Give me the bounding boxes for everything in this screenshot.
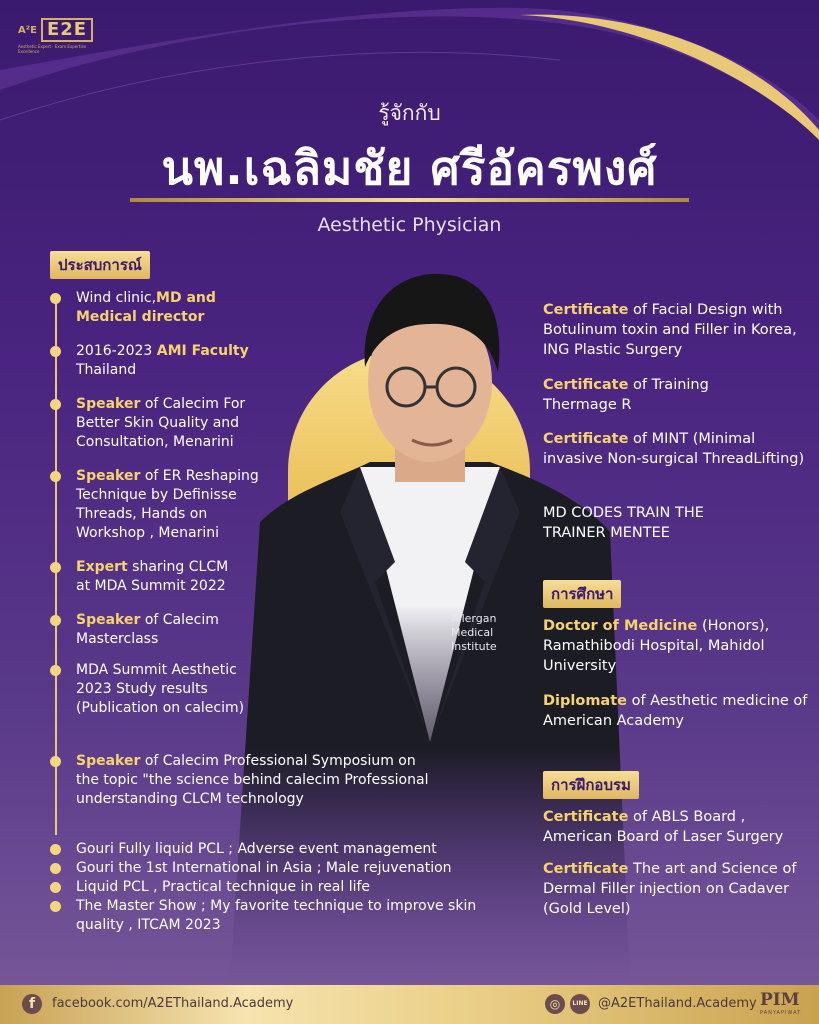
experience-item: Speaker of ER Reshaping Technique by Definisse Threads, Hands on Workshop , Menarini xyxy=(50,467,530,543)
line-icon[interactable]: LINE xyxy=(570,994,590,1014)
bullet-dot xyxy=(50,615,61,626)
bullet-dot xyxy=(50,844,61,855)
logo-prefix: A²E xyxy=(18,24,37,36)
training-item: Certificate of ABLS Board , American Board of Laser Surgery xyxy=(543,809,784,845)
bullet-dot xyxy=(50,346,61,357)
experience-item: Speaker of Calecim Professional Symposium on the topic "the science behind calecim Professional understanding CLCM technology xyxy=(50,752,530,809)
brand-logo xyxy=(18,18,93,54)
partner-logo: PIM xyxy=(760,990,800,1010)
training-item: Certificate The art and Science of Dermal Filler injection on Cadaver (Gold Level) xyxy=(543,861,797,917)
experience-bullet: Liquid PCL , Practical technique in real life xyxy=(50,878,530,897)
partner-subtitle: PANYAPIWAT xyxy=(760,1010,802,1016)
education-item: Diplomate of Aesthetic medicine of American Academy xyxy=(543,693,808,729)
bullet-dot xyxy=(50,901,61,912)
name-underline xyxy=(130,198,689,202)
section-tag-education: การศึกษา xyxy=(543,580,621,608)
certificate-item: Certificate of MINT (Minimal invasive Non-surgical ThreadLifting) xyxy=(543,431,805,467)
logo-mark: E2E xyxy=(41,18,93,42)
experience-bullet: Gouri the 1st International in Asia ; Male rejuvenation xyxy=(50,859,530,878)
footer-bar xyxy=(0,985,819,1024)
section-tag-experience: ประสบการณ์ xyxy=(50,251,150,279)
certificate-item: MD CODES TRAIN THE TRAINER MENTEE xyxy=(543,505,704,541)
bullet-dot xyxy=(50,562,61,573)
experience-bullet: The Master Show ; My favorite technique to improve skin quality , ITCAM 2023 xyxy=(50,897,530,935)
bullet-dot xyxy=(50,665,61,676)
intro-text: รู้จักกับ xyxy=(378,101,441,125)
experience-item: MDA Summit Aesthetic 2023 Study results (Publication on calecim) xyxy=(50,661,530,718)
education-item: Doctor of Medicine (Honors), Ramathibodi Hospital, Mahidol University xyxy=(543,618,770,674)
bullet-dot xyxy=(50,756,61,767)
instagram-icon[interactable]: ◎ xyxy=(545,994,565,1014)
logo-subtitle: Aesthetic Expert · Exam Expertise Excellence xyxy=(18,44,87,54)
bullet-dot xyxy=(50,399,61,410)
experience-item: Speaker of Calecim Masterclass xyxy=(50,611,530,649)
experience-item: Speaker of Calecim For Better Skin Quality and Consultation, Menarini xyxy=(50,395,530,452)
bullet-dot xyxy=(50,882,61,893)
experience-item: 2016-2023 AMI Faculty Thailand xyxy=(50,342,530,380)
experience-item: Expert sharing CLCM at MDA Summit 2022 xyxy=(50,558,530,596)
experience-bullet: Gouri Fully liquid PCL ; Adverse event management xyxy=(50,840,530,859)
facebook-link[interactable]: facebook.com/A2EThailand.Academy xyxy=(52,996,294,1011)
section-tag-training: การฝึกอบรม xyxy=(543,771,639,799)
facebook-icon[interactable]: f xyxy=(22,994,42,1014)
certificate-item: Certificate of Training Thermage R xyxy=(543,377,709,413)
certificate-item: Certificate of Facial Design with Botulinum toxin and Filler in Korea, ING Plastic Surgery xyxy=(543,302,797,358)
social-handle[interactable]: @A2EThailand.Academy xyxy=(598,996,757,1011)
role-title: Aesthetic Physician xyxy=(317,214,502,236)
doctor-name: นพ.เฉลิมชัย ศรีอัครพงศ์ xyxy=(161,141,658,195)
bullet-dot xyxy=(50,471,61,482)
bullet-dot xyxy=(50,863,61,874)
jacket-embroidery: Allergan Medical Institute xyxy=(451,612,497,653)
bullet-dot xyxy=(50,293,61,304)
experience-item: Wind clinic,MD and Medical director xyxy=(50,289,530,327)
